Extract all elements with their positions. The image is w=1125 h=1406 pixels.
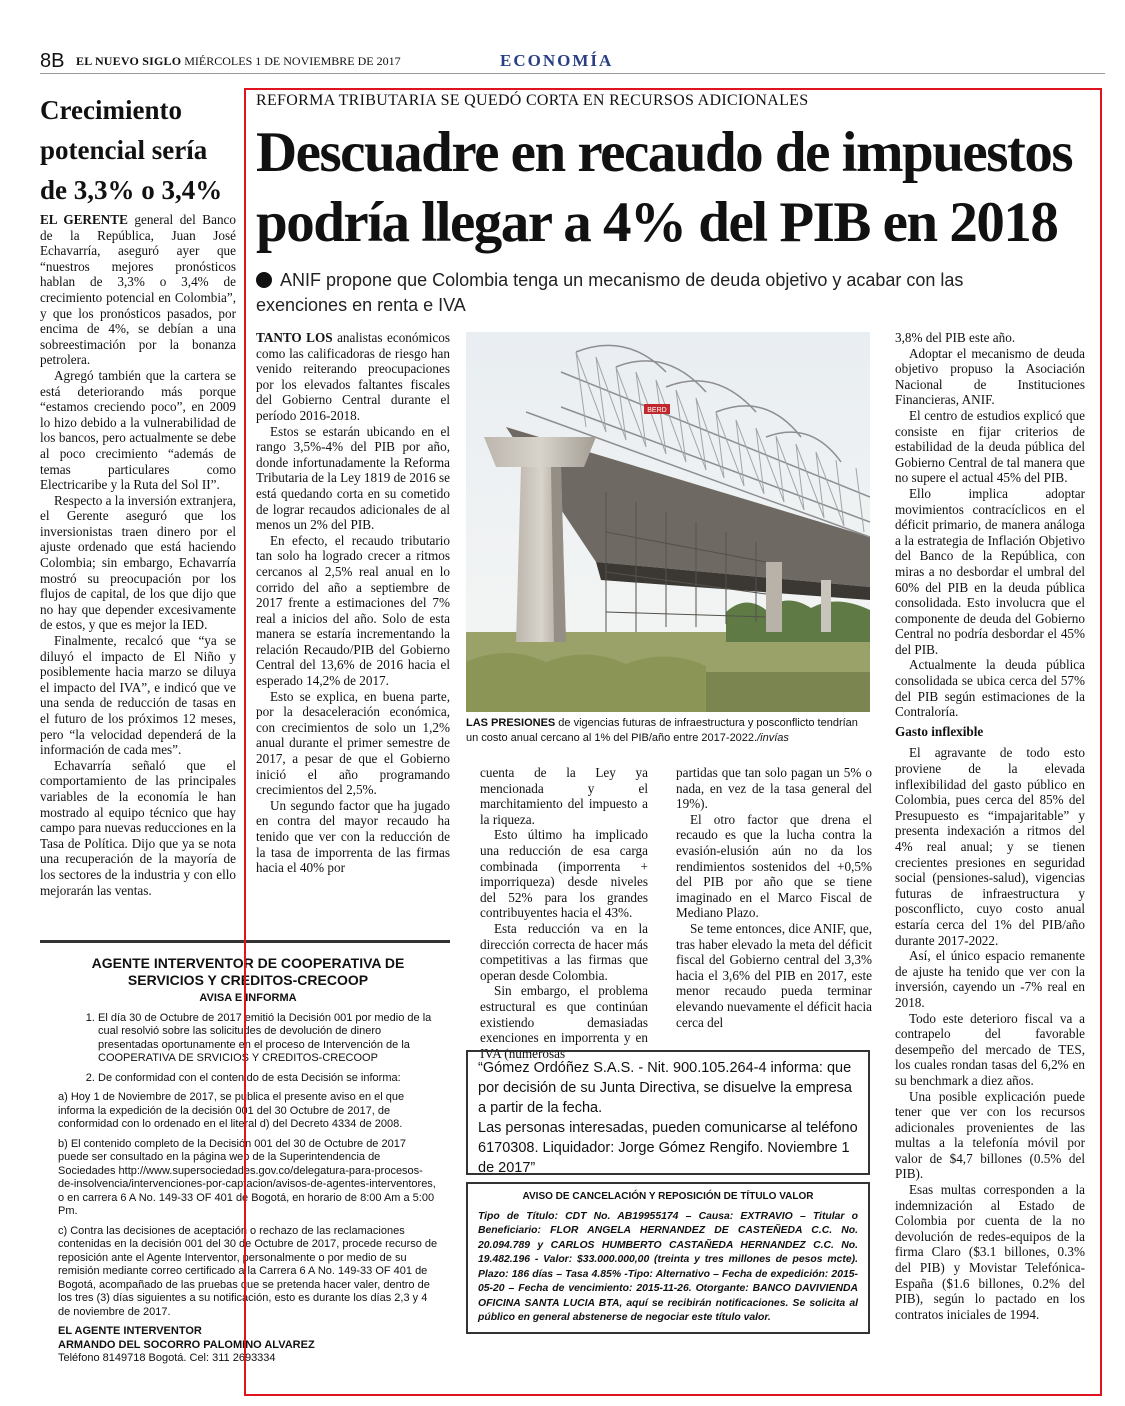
header-rule — [40, 73, 1105, 74]
paragraph: Esta reducción va en la dirección correcta de hacer más competitivas a las firmas que operan desde Colombia. — [480, 920, 648, 983]
paragraph: Estos se estarán ubicando en el rango 3,5%-4% del PIB por año, donde infortunadamente la Reforma Tributaria de la Ley 1819 de 2016 se está quedando corta en su cometido de lograr recaudos adicionales de al menos un 2% del PIB. — [256, 423, 450, 533]
paragraph: Actualmente la deuda pública consolidada se ubica cerca del 57% del PIB según estimaciones de la Contraloría. — [895, 657, 1085, 720]
paragraph: partidas que tan solo pagan un 5% o nada, en vez de la tasa general del 19%). — [676, 765, 872, 812]
paragraph: Esto se explica, en buena parte, por la desaceleración económica, con crecimientos de solo un 1,2% anual durante el primer semestre de 2017, a pesar de que el Gobierno inició el año programando crecimientos del 2,5%. — [256, 688, 450, 798]
bullet-icon — [256, 272, 272, 288]
notice-paragraph: b) El contenido completo de la Decisión 001 del 30 de Octubre de 2017 puede ser consultado en la página web de la Superintendencia de Sociedades http://www.supersociedades.gov.co/delegatura-para-procesos-de-insolvencia/intervenciones-por-captacion/avisos-de-agentes-interventores, o en carrera 6 A No. 149-33 OF 401 de Bogotá, en horario de 8:00 Am a 5:00 Pm. — [58, 1137, 436, 1217]
notice-title: AVISO DE CANCELACIÓN Y REPOSICIÓN DE TÍTULO VALOR — [522, 1191, 814, 1202]
list-item: 2. De conformidad con el contenido de esta Decisión se informa: — [98, 1072, 438, 1086]
paragraph: EL GERENTE general del Banco de la República, Juan José Echavarría, aseguró ayer que “nuestros mejores pronósticos hablan de 3,3% o 3,4% de crecimiento potencial en Colombia”, y que los pronósticos pasados, por encima de 4%, se debían a una sobreestimación por la bonanza petrolera. — [40, 212, 237, 368]
list-item: 1. El día 30 de Octubre de 2017 emitió la Decisión 001 por medio de la cual resolvió sobre las solicitudes de devolución de dinero presentadas oportunamente en el proceso de Intervención de la COOPERATIVA DE SRVICIOS Y CREDITOS-CRECOOP — [98, 1012, 438, 1066]
paragraph: El centro de estudios explicó que consiste en fijar criterios de estabilidad de la deuda pública del Gobierno Central de tal manera que no supere el actual 45% del PIB. — [895, 407, 1085, 486]
story-column-2 — [480, 765, 648, 1061]
notice-paragraph: Las personas interesadas, pueden comunicarse al teléfono 6170308. Liquidador: Jorge Gómez Rengifo. Noviembre 1 de 2017” — [478, 1120, 858, 1176]
story-column-3 — [676, 765, 872, 1030]
story-headline: Descuadre en recaudo de impuestos podría llegar a 4% del PIB en 2018 — [256, 121, 1073, 254]
bridge-construction-photo — [466, 332, 870, 712]
photo-caption: LAS PRESIONES de vigencias futuras de infraestructura y posconflicto tendrían un costo anual cercano al 1% del PIB/año entre 2017-2022./invías — [466, 717, 858, 744]
notice-title: AGENTE INTERVENTOR DE COOPERATIVA DE SERVICIOS Y CREDITOS-CRECOOP — [91, 955, 405, 988]
story-kicker: REFORMA TRIBUTARIA SE QUEDÓ CORTA EN RECURSOS ADICIONALES — [256, 92, 809, 109]
story-column-4 — [895, 330, 1085, 1322]
page-number: 8B — [40, 50, 65, 72]
story-column-1 — [256, 330, 450, 876]
notice-gomez-ordonez — [466, 1050, 870, 1175]
paragraph: Echavarría señaló que el comportamiento de las principales variables de la economía le han mostrado al equipo técnico que hay campo para nuevas reducciones en la Tasa de Política. Dijo que ya se nota una recuperación de la mayoría de los sectores de la industria y con ello mejorarán las ventas. — [40, 757, 236, 898]
paragraph: Así, el único espacio remanente de ajuste ha tenido que ver con la inversión, cayendo un -7% real en 2018. — [895, 948, 1085, 1010]
paragraph: Un segundo factor que ha jugado en contra del mayor recaudo ha tenido que ver con la reducción de la tasa de imporrenta de las firmas hacia el 40% por — [256, 797, 450, 876]
side-story-headline: Crecimiento potencial sería de 3,3% o 3,4% — [40, 95, 223, 205]
paragraph: Una posible explicación puede tener que ver con los recursos adicionales provenientes de las multas a la telefonía móvil por valor de $4,7 billones (0.5% del PIB). — [895, 1088, 1085, 1182]
paper-name: EL NUEVO SIGLO — [76, 54, 182, 68]
paragraph: Se teme entonces, dice ANIF, que, tras haber elevado la meta del déficit fiscal del Gobierno central del 3,3% hacia el 3,6% del PIB en 2017, este menor recaudo pueda terminar elevando nuevamente el déficit hacia cerca del — [676, 920, 872, 1030]
signature-title: EL AGENTE INTERVENTOR — [58, 1325, 202, 1337]
issue-date: MIÉRCOLES 1 DE NOVIEMBRE DE 2017 — [184, 54, 401, 68]
paragraph: El agravante de todo esto proviene de la elevada inflexibilidad del gasto público en Colombia, pues cerca del 85% del Presupuesto es “impajaritable” y presenta indexación a ritmos del 4% real anual; y se tienen crecientes presiones en seguridad social (pensiones-salud), vigencias futuras de infraestructura y posconflicto, cuyo costo anual estaría cerca del 1% del PIB/año durante 2017-2022. — [895, 745, 1085, 948]
notice-paragraph: c) Contra las decisiones de aceptación o rechazo de las reclamaciones contenidas en la decisión 001 del 30 de Octubre de 2017, procede recurso de reposición ante el Agente Interventor, personalmente o por medio de su remisión mediante correo certificado a la Carrera 6 A No. 149-33 OF 401 de Bogotá, acompañado de las pruebas que se pretenda hacer valer, dentro de los tres (3) días siguientes a su notificación, esto es durante los días 2,3 y 4 de noviembre de 2017. — [58, 1224, 438, 1318]
paragraph: Todo este deterioro fiscal va a contrapelo del favorable desempeño del mercado de TES, los cuales rondan tasas del 6,2% en su benchmark a diez años. — [895, 1010, 1085, 1088]
signature-phone: Teléfono 8149718 Bogotá. Cel: 311 2693334 — [58, 1352, 276, 1364]
paragraph: El otro factor que drena el recaudo es que la lucha contra la evasión-elusión aún no da los rendimientos sostenidos del +0,5% del PIB por año que se tiene imaginado en el Marco Fiscal de Mediano Plazo. — [676, 811, 872, 921]
paragraph: Agregó también que la cartera se está deteriorando más porque “estamos creciendo poco”, en 2009 lo hizo debido a la vulnerabilidad de los bancos, pero actualmente se debe al poco crecimiento “además de temas particulares como Electricaribe y la Ruta del Sol II”. — [40, 367, 236, 493]
notice-subtitle: AVISA E INFORMA — [199, 992, 297, 1004]
paragraph: TANTO LOS analistas económicos como las calificadoras de riesgo han venido reiterando preocupaciones por los elevados faltantes fiscales del Gobierno Central durante el período 2016-2018. — [256, 330, 450, 423]
notice-paragraph: “Gómez Ordóñez S.A.S. - Nit. 900.105.264-4 informa: que por decisión de su Junta Directiva, se disuelve la empresa a partir de la fecha. — [478, 1060, 852, 1116]
section-title: ECONOMÍA — [500, 51, 614, 70]
notice-paragraph: a) Hoy 1 de Noviembre de 2017, se publica el presente aviso en el que informa la expedición de la decisión 001 del 30 Octubre de 2017, de conformidad con lo ordenado en el literal d) del Decreto 4334 de 2008. — [58, 1091, 405, 1130]
notice-cancelacion-titulo — [466, 1182, 870, 1334]
photo-sign-text: BERD — [647, 407, 667, 414]
paragraph: Respecto a la inversión extranjera, el Gerente aseguró que los inversionistas traen dinero por el ajuste ordenado que está haciendo Colombia; sin embargo, Echavarría mostró su preocupación por los flujos de capital, de los que dijo que no hay que depender excesivamente de estos, y que es mejor la IED. — [40, 492, 236, 633]
paragraph: Esto último ha implicado una reducción de esa carga combinada (imporrenta + imporriqueza) desde niveles del 52% para los grandes contribuyentes hacia el 43%. — [480, 827, 648, 921]
paragraph: En efecto, el recaudo tributario tan solo ha logrado crecer a ritmos cercanos al 2,5% real anual en lo corrido del año a septiembre de 2017 frente a estimaciones del 7% real a inicios del año. Solo de esta manera se estaría incrementando la relación Recaudo/PIB del Gobierno Central del 13,6% de 2016 hacia el esperado 14,2% de 2017. — [256, 532, 450, 689]
paragraph: Esas multas corresponden a la indemnización al Estado de Colombia por cuenta de la no devolución de redes-equipos de la firma Claro ($3.1 billones, 0.3% del PIB) y Movistar Telefónica-España ($1.6 billones, 0.2% del PIB), según lo pactado en los contratos iniciales de 1994. — [895, 1182, 1085, 1322]
paragraph: 3,8% del PIB este año. — [895, 330, 1016, 345]
story-deck: ANIF propone que Colombia tenga un mecanismo de deuda objetivo y acabar con las exenciones en renta e IVA — [256, 270, 964, 315]
paragraph: Finalmente, recalcó que “ya se diluyó el impacto de El Niño y posiblemente hacia marzo se diluya el impacto del IVA”, e indicó que ve una senda de reducción de tasas en el futuro de los próximos 12 meses, pero “la velocidad dependerá de la información de cada mes”. — [40, 633, 236, 758]
paragraph: cuenta de la Ley ya mencionada y el marchitamiento del impuesto a la riqueza. — [480, 765, 648, 827]
side-story-body — [40, 212, 236, 898]
notice-paragraph: Tipo de Título: CDT No. AB19955174 – Causa: EXTRAVIO – Titular o Beneficiario: FLOR ANGELA HERNANDEZ DE CASTEÑEDA C.C. No. 20.094.789 y CARLOS HUMBERTO CASTAÑEDA HERNANDEZ C.C. No. 19.482.196 - Valor: $33.000.000,00 (treinta y tres millones de pesos mcte). Plazo: 186 días – Tasa 4.85% -Tipo: Alternativo – Fecha de expedición: 2015-05-20 – Fecha de vencimiento: 2015-11-26. Otorgante: BANCO DAVIVIENDA OFICINA SANTA LUCIA BTA, aquí se recibirán notificaciones. Se solicita al público en general abstenerse de negociar este título valor. — [478, 1210, 858, 1323]
paragraph: Sin embargo, el problema estructural es que continúan existiendo demasiadas exenciones en imporrenta y en IVA (numerosas — [480, 983, 648, 1061]
masthead — [76, 54, 401, 69]
signature-name: ARMANDO DEL SOCORRO PALOMINO ALVAREZ — [58, 1338, 315, 1351]
paragraph: Ello implica adoptar movimientos contracíclicos en el déficit primario, de manera análoga a la estrategia de Inflación Objetivo del Banco de la República, con miras a no desbordar el umbral del 60% del PIB en la deuda pública consolidada. Esto involucra que el componente de deuda del Gobierno Central no podría desbordar el 45% del PIB. — [895, 485, 1085, 657]
story-subhead: Gasto inflexible — [895, 723, 984, 739]
paragraph: Adoptar el mecanismo de deuda objetivo propuso la Asociación Nacional de Instituciones Financieras, ANIF. — [895, 345, 1085, 408]
